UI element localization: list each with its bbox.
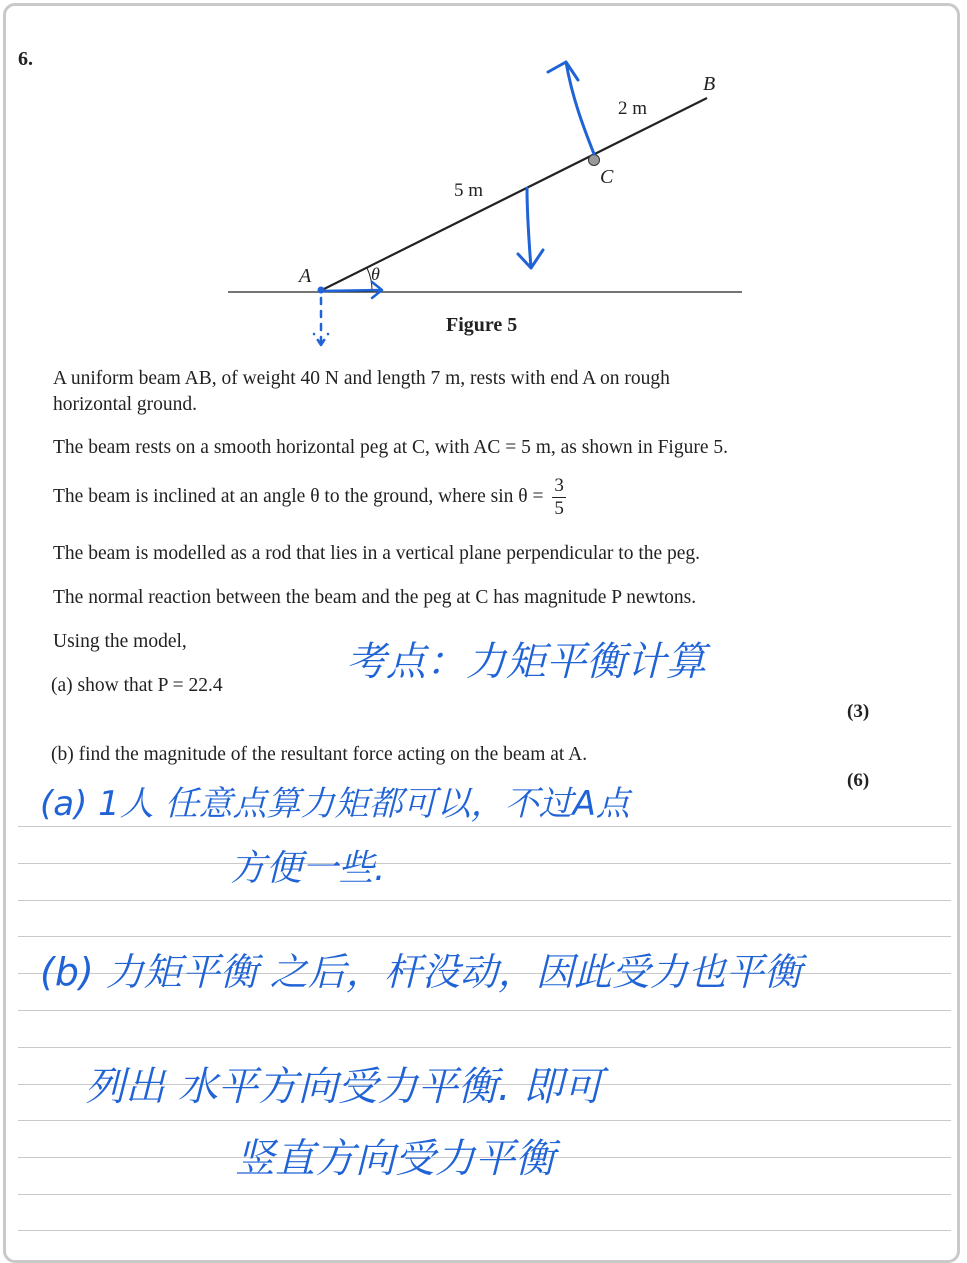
paragraph-3-text: The beam is inclined at an angle θ to the ground, where sin θ = bbox=[53, 485, 544, 507]
handwritten-answer-b-line-2: 列出 水平方向受力平衡. 即可 bbox=[85, 1064, 604, 1110]
answer-lines bbox=[18, 826, 951, 1246]
part-a-prompt: (a) show that P = 22.4 bbox=[51, 675, 223, 696]
answer-line bbox=[18, 1010, 951, 1011]
paragraph-2: The beam rests on a smooth horizontal peg at C, with AC = 5 m, as shown in Figure 5. bbox=[53, 437, 728, 458]
label-cb-length: 2 m bbox=[618, 98, 648, 119]
answer-line bbox=[18, 826, 951, 827]
label-a: A bbox=[299, 265, 312, 287]
paragraph-1-line-1: A uniform beam AB, of weight 40 N and length 7 m, rests with end A on rough bbox=[53, 368, 670, 389]
part-a-marks: (3) bbox=[847, 701, 870, 722]
handwritten-answer-a-line-1: (a) 1人 任意点算力矩都可以，不过A点 bbox=[40, 784, 630, 824]
figure-caption: Figure 5 bbox=[446, 314, 518, 336]
paragraph-4: The beam is modelled as a rod that lies in a vertical plane perpendicular to the peg. bbox=[53, 543, 701, 564]
answer-line bbox=[18, 1194, 951, 1195]
answer-line bbox=[18, 900, 951, 901]
label-b: B bbox=[703, 73, 716, 95]
paragraph-3 bbox=[53, 475, 566, 520]
reaction-arrow-c bbox=[548, 62, 594, 154]
part-b-prompt: (b) find the magnitude of the resultant force acting on the beam at A. bbox=[51, 744, 588, 765]
label-ac-length: 5 m bbox=[454, 180, 484, 201]
peg-c bbox=[589, 155, 600, 166]
answer-line bbox=[18, 1157, 951, 1158]
label-theta: θ bbox=[371, 264, 380, 284]
answer-line bbox=[18, 863, 951, 864]
handwritten-answer-a-line-2: 方便一些. bbox=[230, 848, 386, 889]
part-b-marks: (6) bbox=[847, 770, 870, 791]
beam-ab bbox=[320, 98, 707, 291]
handwritten-note-top: 考点：力矩平衡计算 bbox=[346, 639, 706, 685]
answer-line bbox=[18, 936, 951, 937]
figure-5-diagram bbox=[0, 0, 967, 360]
paragraph-5: The normal reaction between the beam and the peg at C has magnitude P newtons. bbox=[53, 587, 697, 608]
label-c: C bbox=[600, 166, 614, 188]
answer-line bbox=[18, 973, 951, 974]
fraction-numerator: 3 bbox=[554, 475, 564, 496]
answer-line bbox=[18, 1230, 951, 1231]
question-number: 6. bbox=[18, 48, 33, 70]
normal-arrow-a bbox=[314, 298, 328, 345]
handwritten-answer-b-line-3: 竖直方向受力平衡 bbox=[235, 1136, 555, 1182]
weight-arrow bbox=[518, 188, 543, 268]
fraction-three-fifths bbox=[552, 475, 566, 520]
fraction-denominator: 5 bbox=[554, 498, 564, 519]
paragraph-6: Using the model, bbox=[53, 631, 187, 652]
answer-line bbox=[18, 1120, 951, 1121]
answer-line bbox=[18, 1047, 951, 1048]
answer-line bbox=[18, 1084, 951, 1085]
handwritten-answer-b-line-1: (b) 力矩平衡 之后，杆没动，因此受力也平衡 bbox=[40, 950, 802, 994]
paragraph-1-line-2: horizontal ground. bbox=[53, 394, 198, 415]
